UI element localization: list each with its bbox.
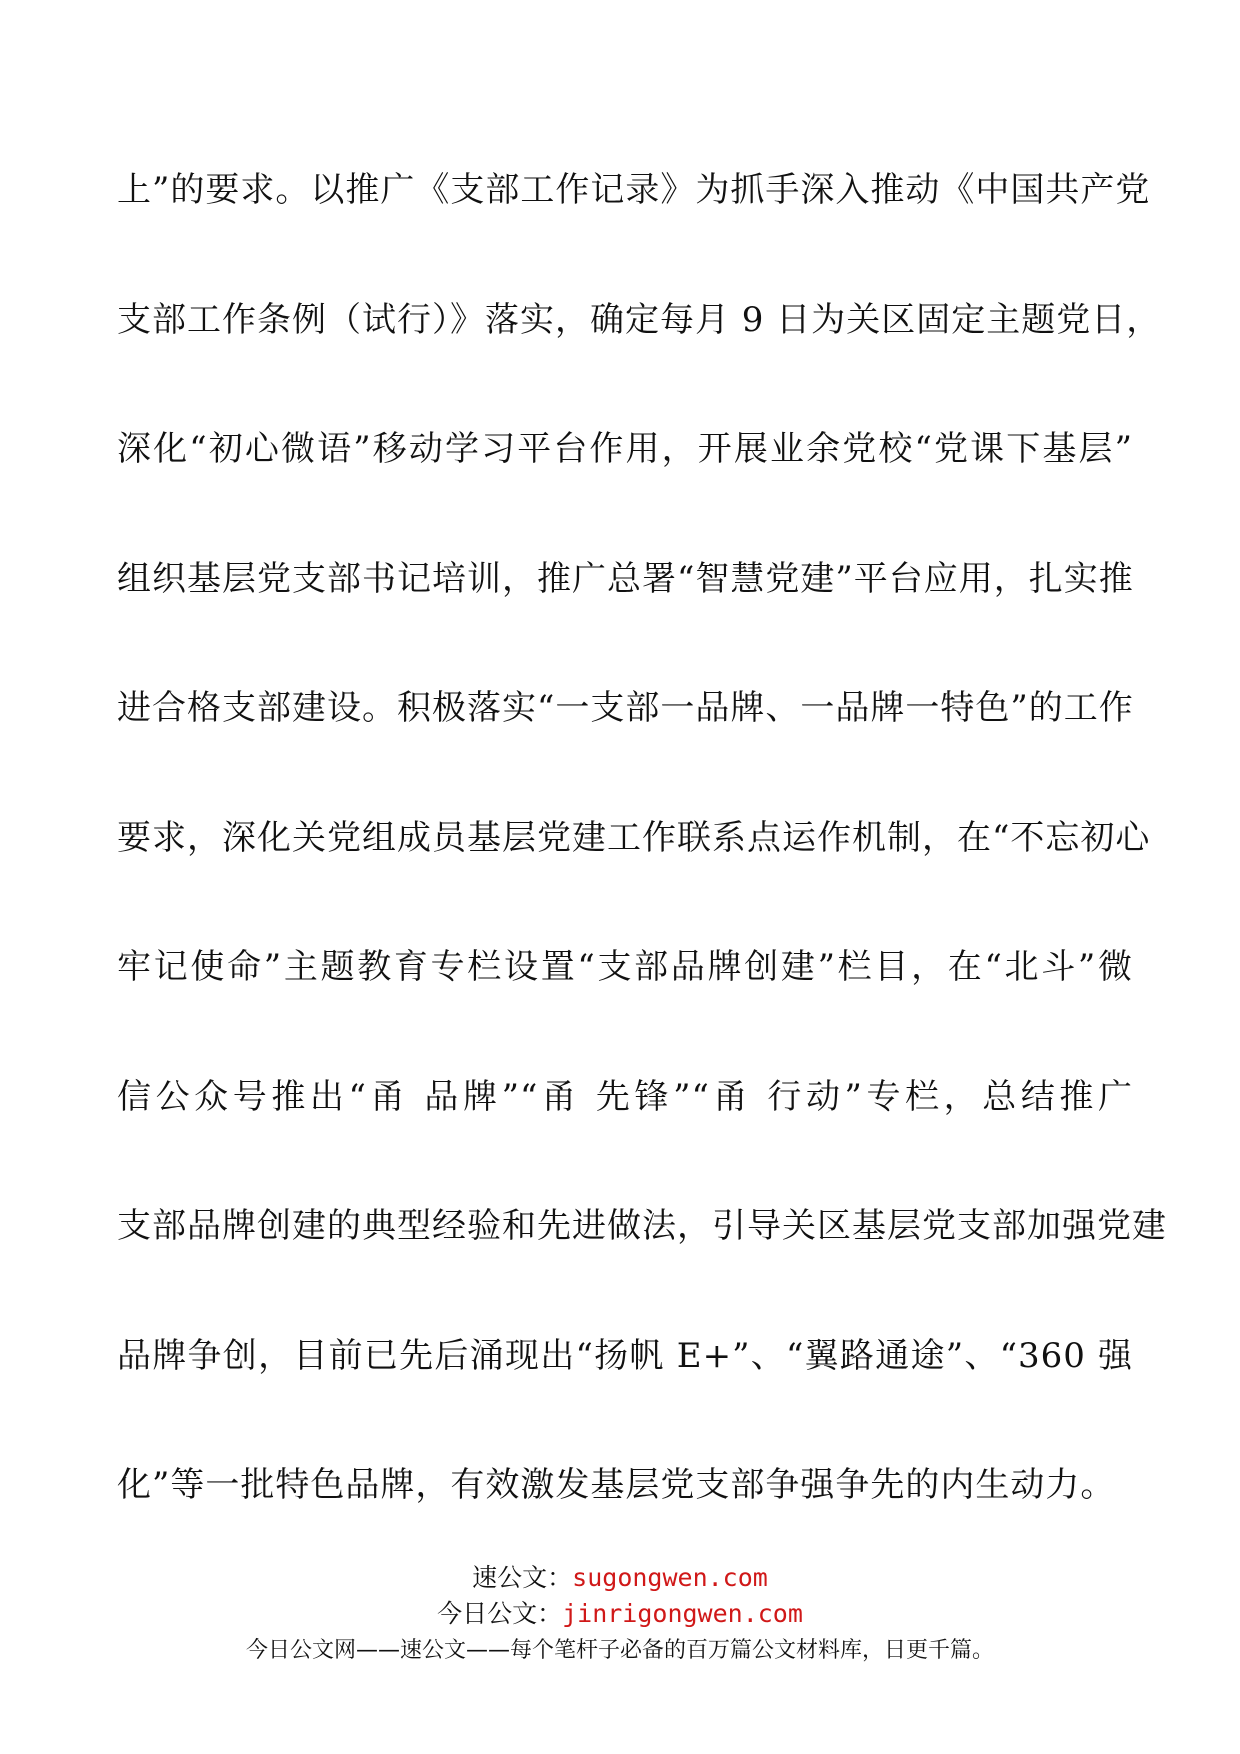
jinri-link[interactable]: jinrigongwen.com <box>562 1599 803 1628</box>
document-body <box>117 170 1167 1595</box>
body-line-3: 深化“初心微语”移动学习平台作用，开展业余党校“党课下基层” <box>117 429 1133 469</box>
body-line-5: 进合格支部建设。积极落实“一支部一品牌、一品牌一特色”的工作 <box>117 688 1134 728</box>
body-line-9: 支部品牌创建的典型经验和先进做法，引导关区基层党支部加强党建 <box>117 1206 1167 1246</box>
sugongwen-link[interactable]: sugongwen.com <box>572 1563 768 1592</box>
body-line-10: 品牌争创，目前已先后涌现出“扬帆 E+”、“翼路通途”、“360 强 <box>117 1335 1133 1376</box>
body-line-11: 化”等一批特色品牌，有效激发基层党支部争强争先的内生动力。 <box>117 1465 1116 1505</box>
sugongwen-row <box>0 1560 1240 1596</box>
body-line-4: 组织基层党支部书记培训，推广总署“智慧党建”平台应用，扎实推 <box>117 558 1134 599</box>
body-line-1: 上”的要求。以推广《支部工作记录》为抓手深入推动《中国共产党 <box>117 170 1151 210</box>
jinri-row <box>0 1596 1240 1632</box>
body-line-8: 信公众号推出“甬 品牌”“甬 先锋”“甬 行动”专栏，总结推广 <box>117 1076 1133 1117</box>
footer-tagline: 今日公文网——速公文——每个笔杆子必备的百万篇公文材料库，日更千篇。 <box>245 1638 994 1663</box>
body-line-6: 要求，深化关党组成员基层党建工作联系点运作机制，在“不忘初心 <box>117 817 1151 858</box>
jinri-label: 今日公文： <box>437 1599 563 1628</box>
sugongwen-label: 速公文： <box>472 1563 573 1592</box>
body-line-7: 牢记使命”主题教育专栏设置“支部品牌创建”栏目，在“北斗”微 <box>117 947 1133 987</box>
site-footer <box>0 1560 1240 1668</box>
body-line-2: 支部工作条例（试行）》落实，确定每月 9 日为关区固定主题党日， <box>117 299 1162 340</box>
